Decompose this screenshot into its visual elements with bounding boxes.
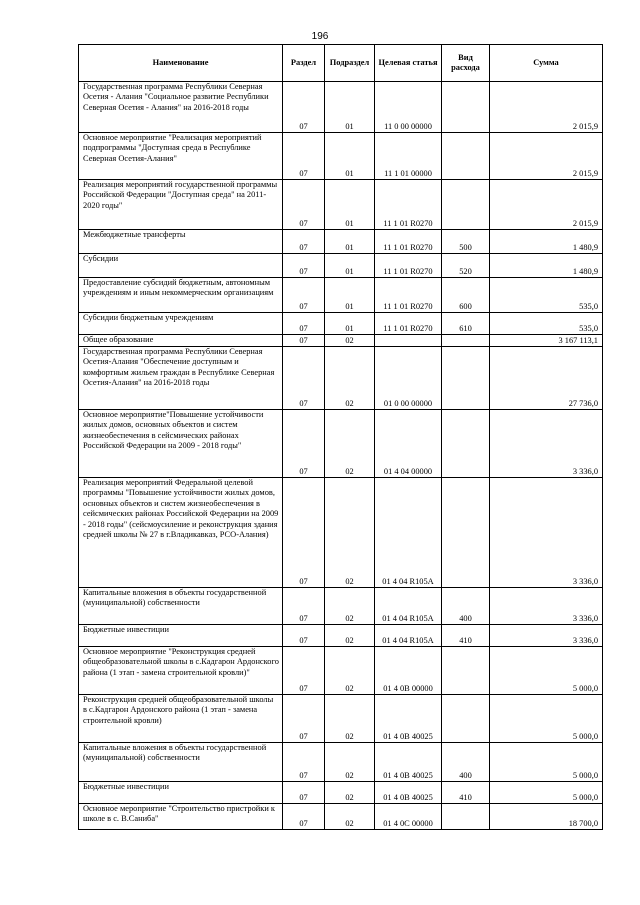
table-row (79, 180, 603, 230)
row-target: 01 4 04 R105А (375, 625, 442, 647)
table-row (79, 743, 603, 782)
row-subsection: 01 (325, 180, 375, 230)
budget-table (78, 44, 603, 830)
row-target: 11 1 01 R0270 (375, 230, 442, 254)
row-target (375, 335, 442, 347)
row-type (442, 133, 490, 180)
row-type: 610 (442, 313, 490, 335)
row-name: Основное мероприятие "Реконструкция средней общеобразовательной школы в с.Кадгарон Ардонского района (1 этап - замена строительной кровли)" (79, 647, 283, 695)
row-sum: 3 336,0 (490, 588, 603, 625)
table-row (79, 625, 603, 647)
table-row (79, 695, 603, 743)
row-section: 07 (283, 782, 325, 804)
table-row (79, 313, 603, 335)
row-sum: 535,0 (490, 313, 603, 335)
row-type: 400 (442, 743, 490, 782)
table-row (79, 254, 603, 278)
table-header-row (79, 45, 603, 82)
row-subsection: 02 (325, 335, 375, 347)
page-number: 196 (311, 31, 329, 42)
row-section: 07 (283, 410, 325, 478)
row-section: 07 (283, 278, 325, 313)
row-name: Государственная программа Республики Северная Осетия-Алания "Обеспечение доступным и комфортным жильем граждан в Республике Северная Осетия-Алания" на 2016-2018 годы (79, 347, 283, 410)
row-section: 07 (283, 82, 325, 133)
row-subsection: 01 (325, 313, 375, 335)
row-type (442, 335, 490, 347)
row-subsection: 02 (325, 743, 375, 782)
table-row (79, 347, 603, 410)
row-sum: 5 000,0 (490, 695, 603, 743)
row-sum: 3 336,0 (490, 478, 603, 588)
row-subsection: 02 (325, 804, 375, 830)
row-subsection: 01 (325, 133, 375, 180)
row-subsection: 02 (325, 410, 375, 478)
row-section: 07 (283, 743, 325, 782)
row-sum: 18 700,0 (490, 804, 603, 830)
row-target: 01 0 00 00000 (375, 347, 442, 410)
table-row (79, 278, 603, 313)
row-section: 07 (283, 254, 325, 278)
row-type: 410 (442, 625, 490, 647)
row-sum: 3 336,0 (490, 410, 603, 478)
row-name: Субсидии (79, 254, 283, 278)
row-target: 11 1 01 R0270 (375, 254, 442, 278)
row-section: 07 (283, 647, 325, 695)
row-name: Капитальные вложения в объекты государственной (муниципальной) собственности (79, 588, 283, 625)
table-row (79, 782, 603, 804)
row-type: 410 (442, 782, 490, 804)
table-row (79, 588, 603, 625)
row-sum: 27 736,0 (490, 347, 603, 410)
row-name: Бюджетные инвестиции (79, 625, 283, 647)
row-type (442, 82, 490, 133)
header-section: Раздел (283, 45, 325, 82)
table-row (79, 410, 603, 478)
row-section: 07 (283, 335, 325, 347)
row-sum: 5 000,0 (490, 647, 603, 695)
row-target: 01 4 04 R105А (375, 478, 442, 588)
row-name: Субсидии бюджетным учреждениям (79, 313, 283, 335)
table-body (79, 82, 603, 830)
row-type (442, 647, 490, 695)
header-subsection: Подраздел (325, 45, 375, 82)
row-target: 11 1 01 R0270 (375, 180, 442, 230)
row-target: 11 1 01 R0270 (375, 278, 442, 313)
row-name: Основное мероприятие "Строительство пристройки к школе в с. В.Саниба" (79, 804, 283, 830)
table-row (79, 335, 603, 347)
table-row (79, 133, 603, 180)
row-section: 07 (283, 230, 325, 254)
row-sum: 5 000,0 (490, 743, 603, 782)
row-section: 07 (283, 347, 325, 410)
row-name: Предоставление субсидий бюджетным, автономным учреждениям и иным некоммерческим организациям (79, 278, 283, 313)
row-name: Межбюджетные трансферты (79, 230, 283, 254)
row-sum: 3 167 113,1 (490, 335, 603, 347)
row-subsection: 02 (325, 347, 375, 410)
row-type (442, 180, 490, 230)
row-section: 07 (283, 180, 325, 230)
row-type: 400 (442, 588, 490, 625)
table-row (79, 230, 603, 254)
row-name: Реализация мероприятий Федеральной целевой программы "Повышение устойчивости жилых домов, основных объектов и систем жизнеобеспечения в сейсмических районах Российской Федерации на 2009 - 2018 годы" (сейсмоусиление и реконструкция здания средней школы № 27 в г.Владикавказ, РСО-Алания) (79, 478, 283, 588)
row-target: 01 4 04 R105А (375, 588, 442, 625)
row-target: 01 4 0В 40025 (375, 782, 442, 804)
row-subsection: 02 (325, 782, 375, 804)
row-target: 01 4 0В 40025 (375, 743, 442, 782)
row-sum: 1 480,9 (490, 254, 603, 278)
row-type: 500 (442, 230, 490, 254)
row-sum: 535,0 (490, 278, 603, 313)
row-name: Реконструкция средней общеобразовательной школы в с.Кадгарон Ардонского района (1 этап - замена строительной кровли) (79, 695, 283, 743)
row-target: 11 0 00 00000 (375, 82, 442, 133)
row-subsection: 02 (325, 647, 375, 695)
row-section: 07 (283, 804, 325, 830)
row-subsection: 02 (325, 695, 375, 743)
row-subsection: 02 (325, 625, 375, 647)
header-type: Вид расхода (442, 45, 490, 82)
row-name: Капитальные вложения в объекты государственной (муниципальной) собственности (79, 743, 283, 782)
row-subsection: 02 (325, 478, 375, 588)
row-name: Бюджетные инвестиции (79, 782, 283, 804)
row-type (442, 478, 490, 588)
row-name: Основное мероприятие"Повышение устойчивости жилых домов, основных объектов и систем жизнеобеспечения в сейсмических районах Российской Федерации на 2009 - 2018 годы" (79, 410, 283, 478)
row-subsection: 01 (325, 230, 375, 254)
row-type: 600 (442, 278, 490, 313)
row-section: 07 (283, 478, 325, 588)
table-row (79, 804, 603, 830)
row-target: 01 4 04 00000 (375, 410, 442, 478)
row-section: 07 (283, 133, 325, 180)
row-section: 07 (283, 313, 325, 335)
table-row (79, 82, 603, 133)
row-subsection: 01 (325, 82, 375, 133)
table-row (79, 647, 603, 695)
row-subsection: 02 (325, 588, 375, 625)
row-type (442, 804, 490, 830)
row-type: 520 (442, 254, 490, 278)
row-target: 01 4 0В 00000 (375, 647, 442, 695)
row-name: Общее образование (79, 335, 283, 347)
row-sum: 2 015,9 (490, 133, 603, 180)
row-sum: 2 015,9 (490, 180, 603, 230)
row-section: 07 (283, 625, 325, 647)
row-name: Основное мероприятие "Реализация мероприятий подпрограммы "Доступная среда в Республике Северная Осетия-Алания" (79, 133, 283, 180)
row-target: 11 1 01 R0270 (375, 313, 442, 335)
row-target: 11 1 01 00000 (375, 133, 442, 180)
row-sum: 2 015,9 (490, 82, 603, 133)
header-sum: Сумма (490, 45, 603, 82)
row-sum: 1 480,9 (490, 230, 603, 254)
row-type (442, 347, 490, 410)
row-subsection: 01 (325, 278, 375, 313)
row-name: Государственная программа Республики Северная Осетия - Алания "Социальное развитие Республики Северная Осетия - Алания" на 2016-2018 годы (79, 82, 283, 133)
row-type (442, 695, 490, 743)
table-row (79, 478, 603, 588)
row-target: 01 4 0С 00000 (375, 804, 442, 830)
row-sum: 3 336,0 (490, 625, 603, 647)
row-section: 07 (283, 588, 325, 625)
row-name: Реализация мероприятий государственной программы Российской Федерации "Доступная среда" на 2011-2020 годы" (79, 180, 283, 230)
header-target: Целевая статья (375, 45, 442, 82)
row-section: 07 (283, 695, 325, 743)
row-target: 01 4 0В 40025 (375, 695, 442, 743)
row-sum: 5 000,0 (490, 782, 603, 804)
row-type (442, 410, 490, 478)
header-name: Наименование (79, 45, 283, 82)
row-subsection: 01 (325, 254, 375, 278)
